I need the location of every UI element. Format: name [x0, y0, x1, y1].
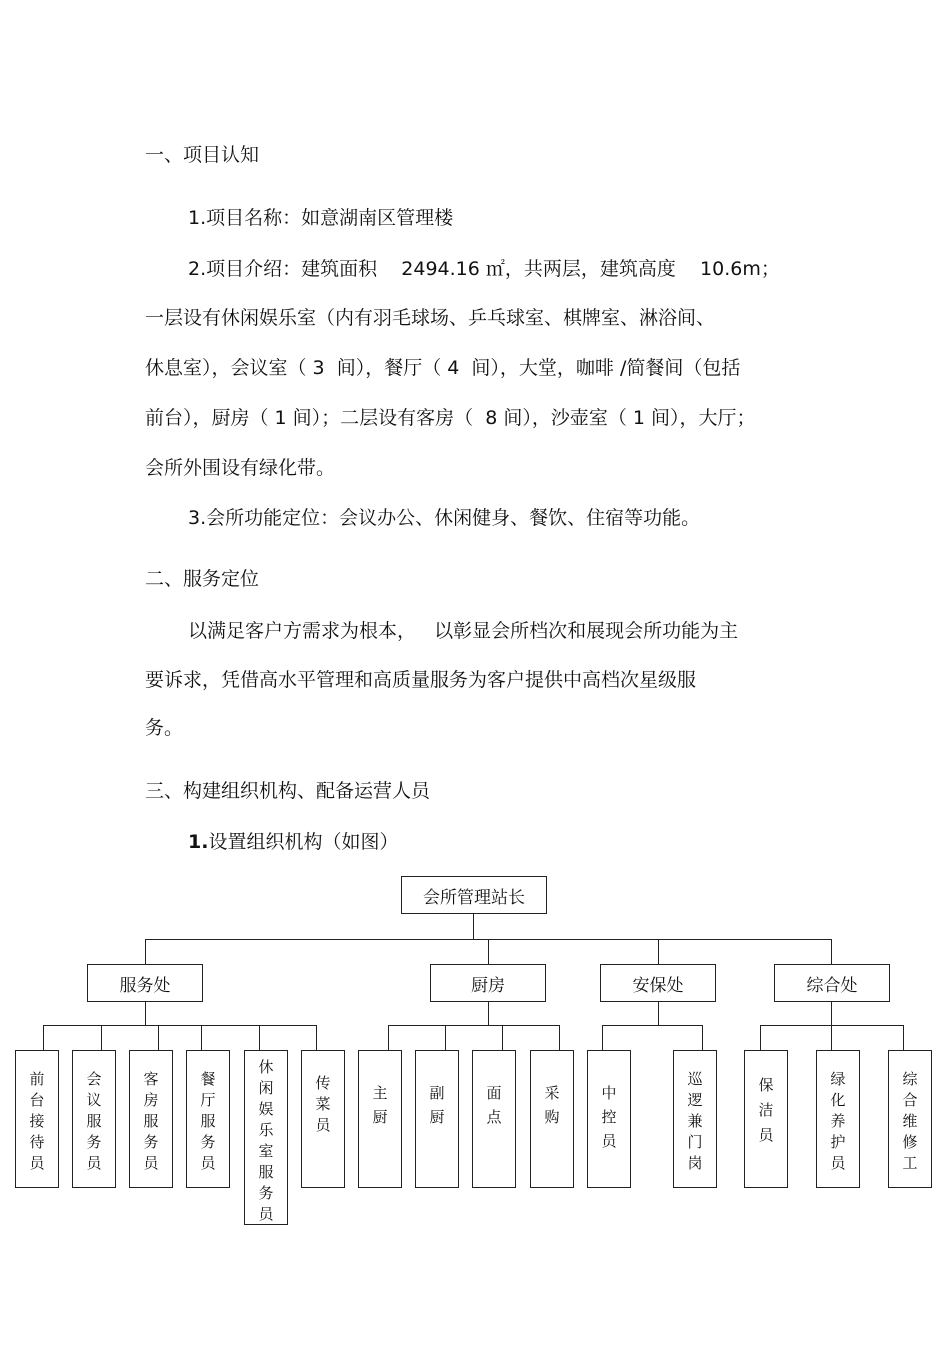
role-label: 中控员 [601, 1084, 617, 1150]
project-intro-line-5: 会所外围设有绿化带。 [145, 457, 336, 479]
service-bus-line [43, 1025, 317, 1026]
role-box-guestroom [129, 1050, 173, 1188]
role-box-sous-chef [415, 1050, 459, 1188]
role-connector [445, 1025, 446, 1051]
function-positioning-line: 3.会所功能定位：会议办公、休闲健身、餐饮、住宿等功能。 [188, 507, 701, 529]
role-label: 主厨 [372, 1084, 388, 1126]
role-label: 会议服务员 [86, 1070, 102, 1172]
org-intro-number: 1. [188, 831, 209, 853]
section-2-heading: 二、服务定位 [145, 568, 260, 590]
service-para-line-2: 要诉求，凭借高水平管理和高质量服务为客户提供中高档次星级服 [145, 669, 697, 691]
org-root-box: 会所管理站长 [401, 876, 547, 914]
dept-service-box: 服务处 [87, 964, 203, 1002]
role-connector [559, 1025, 560, 1051]
branch-connector [831, 1001, 832, 1025]
role-connector [316, 1025, 317, 1051]
role-connector [388, 1025, 389, 1051]
role-box-food-runner [301, 1050, 345, 1188]
role-box-restaurant [186, 1050, 230, 1188]
kitchen-bus-line [388, 1025, 560, 1026]
branch-connector [658, 1001, 659, 1025]
dept-security-box: 安保处 [600, 964, 716, 1002]
role-label: 综合维修工 [902, 1070, 918, 1172]
role-label: 采购 [544, 1084, 560, 1126]
project-name-line: 1.项目名称：如意湖南区管理楼 [188, 207, 454, 229]
role-box-landscaping [816, 1050, 860, 1188]
role-box-front-desk [15, 1050, 59, 1188]
security-bus-line [602, 1025, 703, 1026]
project-intro-line-1: 2.项目介绍：建筑面积 2494.16 ㎡，共两层，建筑高度 10.6m； [188, 258, 780, 280]
role-connector [831, 1025, 832, 1051]
org-intro-text: 设置组织机构（如图） [208, 831, 399, 853]
role-label: 传菜员 [315, 1074, 331, 1134]
dept-connector [831, 939, 832, 964]
role-connector [43, 1025, 44, 1051]
role-box-leisure [244, 1050, 288, 1225]
role-box-patrol-guard [673, 1050, 717, 1188]
dept-connector [145, 939, 146, 964]
project-intro-line-3: 休息室），会议室（ 3 间），餐厅（ 4 间），大堂，咖啡 /简餐间（包括 [145, 357, 741, 379]
section-1-heading: 一、项目认知 [145, 144, 260, 166]
role-label: 面点 [486, 1084, 502, 1126]
section-3-heading: 三、构建组织机构、配备运营人员 [145, 780, 431, 802]
org-chart-intro [188, 829, 398, 855]
role-connector [760, 1025, 761, 1051]
root-connector [473, 914, 474, 940]
role-label: 保洁员 [758, 1076, 774, 1144]
service-para-line-1: 以满足客户方需求为根本， 以彰显会所档次和展现会所功能为主 [188, 620, 739, 642]
role-connector [702, 1025, 703, 1051]
role-label: 休闲娱乐室服务员 [258, 1058, 274, 1223]
branch-connector [145, 1001, 146, 1025]
dept-connector [658, 939, 659, 964]
role-box-head-chef [358, 1050, 402, 1188]
role-label: 巡逻兼门岗 [687, 1070, 703, 1172]
role-label: 客房服务员 [143, 1070, 159, 1172]
branch-connector [488, 1001, 489, 1025]
role-box-purchasing [530, 1050, 574, 1188]
dept-connector [488, 939, 489, 964]
role-connector [502, 1025, 503, 1051]
role-connector [101, 1025, 102, 1051]
role-label: 绿化养护员 [830, 1070, 846, 1172]
role-label: 副厨 [429, 1084, 445, 1126]
role-box-control-room [587, 1050, 631, 1188]
role-box-pastry [472, 1050, 516, 1188]
role-connector [259, 1025, 260, 1051]
project-intro-line-4: 前台），厨房（ 1 间）；二层设有客房（ 8 间），沙壶室（ 1 间），大厅； [145, 407, 756, 429]
role-label: 餐厅服务员 [200, 1070, 216, 1172]
service-para-line-3: 务。 [145, 717, 184, 739]
dept-kitchen-box: 厨房 [430, 964, 546, 1002]
role-connector [158, 1025, 159, 1051]
project-intro-line-2: 一层设有休闲娱乐室（内有羽毛球场、乒乓球室、棋牌室、淋浴间、 [145, 307, 716, 329]
role-box-maintenance [888, 1050, 932, 1188]
role-box-cleaner [744, 1050, 788, 1188]
dept-general-box: 综合处 [774, 964, 890, 1002]
role-label: 前台接待员 [29, 1070, 45, 1172]
role-box-meeting [72, 1050, 116, 1188]
role-connector [602, 1025, 603, 1051]
role-connector [201, 1025, 202, 1051]
role-connector [903, 1025, 904, 1051]
